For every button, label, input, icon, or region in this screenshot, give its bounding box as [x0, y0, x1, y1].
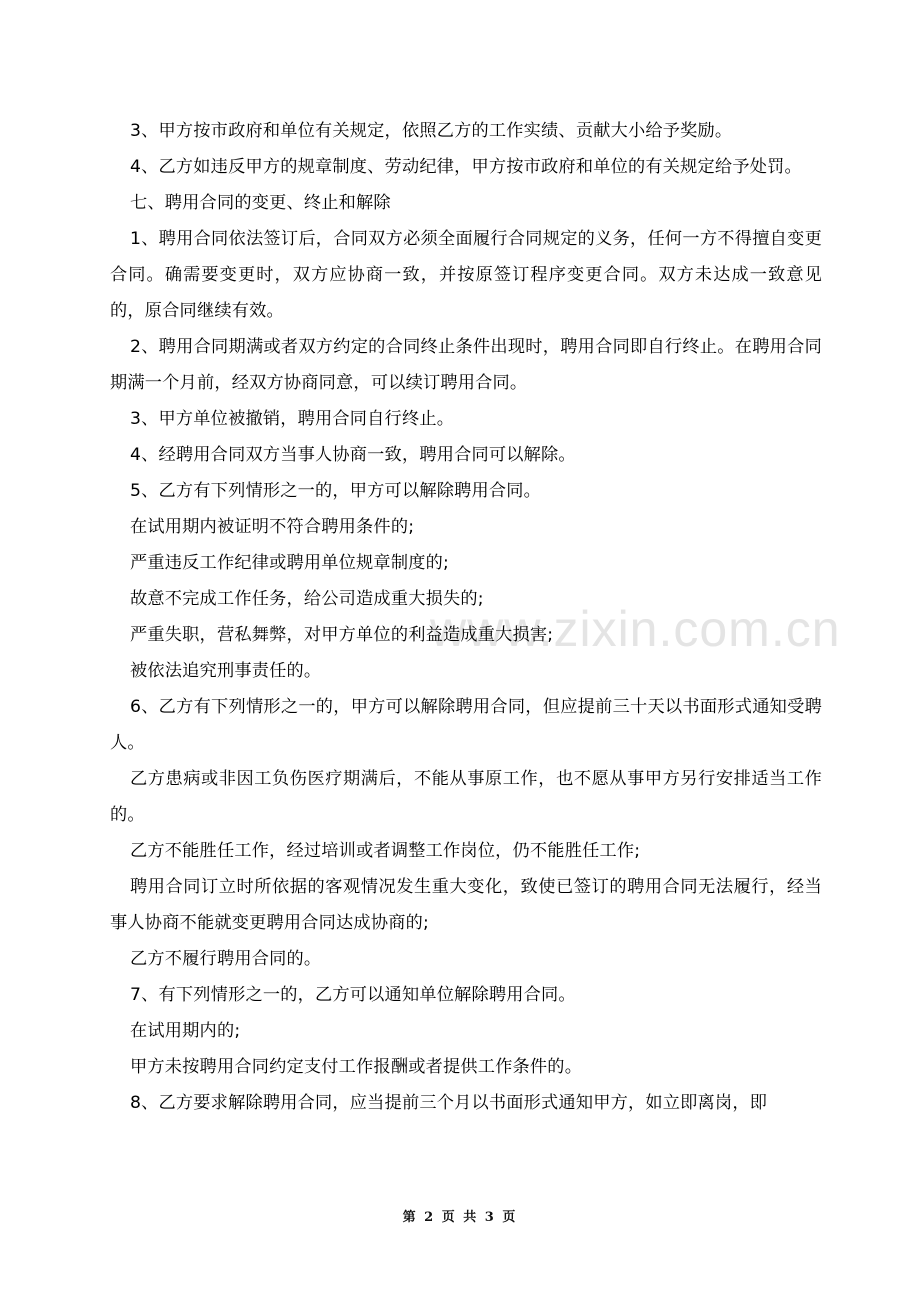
list-item-during-probation: 在试用期内的; [130, 1021, 241, 1041]
document-body [110, 113, 822, 1121]
list-item-circumstance-change: 聘用合同订立时所依据的客观情况发生重大变化，致使已签订的聘用合同无法履行，经当事人协商不能就变更聘用合同达成协商的; [110, 877, 822, 933]
paragraph-employer-may-terminate: 5、乙方有下列情形之一的，甲方可以解除聘用合同。 [130, 481, 542, 501]
page-number-footer: 第 2 页 共 3 页 [402, 1210, 518, 1225]
list-item-misconduct: 严重失职，营私舞弊，对甲方单位的利益造成重大损害; [130, 625, 554, 645]
paragraph-employer-dissolved: 3、甲方单位被撤销，聘用合同自行终止。 [130, 409, 455, 429]
paragraph-employee-resignation: 8、乙方要求解除聘用合同，应当提前三个月以书面形式通知甲方，如立即离岗，即 [130, 1093, 768, 1113]
paragraph-contract-change: 1、聘用合同依法签订后，合同双方必须全面履行合同规定的义务，任何一方不得擅自变更合同。确需要变更时，双方应协商一致，并按原签订程序变更合同。双方未达成一致意见的，原合同继续有效。 [110, 229, 822, 321]
list-item-illness: 乙方患病或非因工负伤医疗期满后，不能从事原工作，也不愿从事甲方另行安排适当工作的。 [110, 769, 822, 825]
list-item-incompetence: 乙方不能胜任工作，经过培训或者调整工作岗位，仍不能胜任工作; [130, 841, 641, 861]
paragraph-penalty-clause: 4、乙方如违反甲方的规章制度、劳动纪律，甲方按市政府和单位的有关规定给予处罚。 [130, 157, 802, 177]
list-item-non-performance: 乙方不履行聘用合同的。 [130, 949, 322, 969]
list-item-probation-fail: 在试用期内被证明不符合聘用条件的; [130, 517, 415, 537]
paragraph-contract-expiry: 2、聘用合同期满或者双方约定的合同终止条件出现时，聘用合同即自行终止。在聘用合同期满一个月前，经双方协商同意，可以续订聘用合同。 [110, 337, 822, 393]
paragraph-termination-with-notice: 6、乙方有下列情形之一的，甲方可以解除聘用合同，但应提前三十天以书面形式通知受聘人。 [110, 697, 822, 753]
section-heading-change-termination: 七、聘用合同的变更、终止和解除 [130, 193, 391, 213]
list-item-unpaid-remuneration: 甲方未按聘用合同约定支付工作报酬或者提供工作条件的。 [130, 1057, 583, 1077]
list-item-criminal-liability: 被依法追究刑事责任的。 [130, 661, 322, 681]
paragraph-employee-may-terminate: 7、有下列情形之一的，乙方可以通知单位解除聘用合同。 [130, 985, 576, 1005]
watermark: www.zixin.com.cn [430, 601, 841, 657]
paragraph-reward-clause: 3、甲方按市政府和单位有关规定，依照乙方的工作实绩、贡献大小给予奖励。 [130, 121, 733, 141]
list-item-discipline-violation: 严重违反工作纪律或聘用单位规章制度的; [130, 553, 449, 573]
paragraph-mutual-termination: 4、经聘用合同双方当事人协商一致，聘用合同可以解除。 [130, 445, 576, 465]
list-item-task-failure: 故意不完成工作任务，给公司造成重大损失的; [130, 589, 484, 609]
